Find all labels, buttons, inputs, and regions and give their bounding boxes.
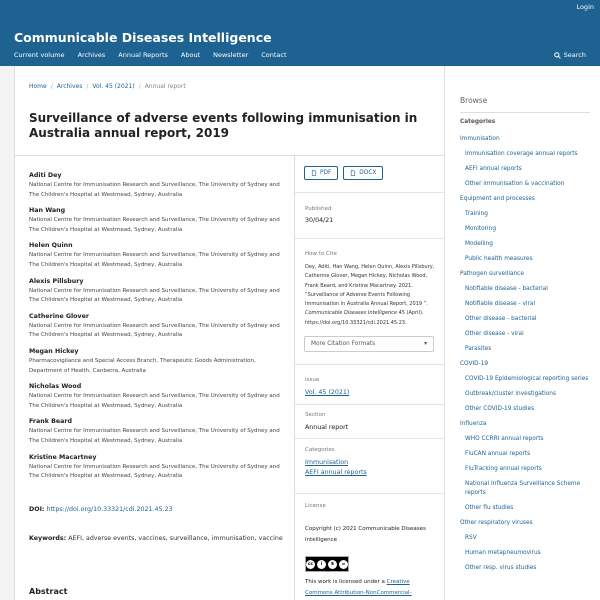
docx-label: DOCX: [359, 170, 377, 176]
author-item: [29, 242, 289, 270]
sidebar-item-training[interactable]: Training: [465, 210, 488, 217]
site-title[interactable]: Communicable Diseases Intelligence: [14, 30, 272, 45]
sidebar-item-covid-epi-series[interactable]: COVID-19 Epidemiological reporting series: [465, 375, 589, 382]
sidebar-item-flutracking[interactable]: FluTracking annual reports: [465, 465, 542, 472]
nav-annual-reports[interactable]: Annual Reports: [118, 51, 168, 59]
search-icon: [554, 52, 561, 59]
license-sentence: This work is licensed under a: [305, 579, 385, 585]
author-name: Megan Hickey: [29, 347, 79, 355]
details-divider: [295, 192, 445, 193]
by-icon: i: [317, 560, 326, 569]
citation-formats-dropdown[interactable]: [304, 336, 434, 352]
sidebar-item-hmpv[interactable]: Human metapneumovirus: [465, 550, 541, 557]
breadcrumb-separator: /: [50, 83, 53, 90]
search-label: Search: [563, 51, 586, 59]
published-date: 30/04/21: [305, 217, 334, 224]
author-list: [29, 172, 289, 489]
details-divider: [295, 404, 445, 405]
cite-label: How to Cite: [305, 251, 337, 257]
nav-archives[interactable]: Archives: [77, 51, 106, 59]
sidebar-item-other-respiratory[interactable]: Other respiratory viruses: [460, 520, 533, 527]
abstract-heading: Abstract: [29, 587, 68, 596]
keywords-label: Keywords:: [29, 535, 67, 542]
sidebar-item-aefi-reports[interactable]: AEFI annual reports: [465, 165, 522, 172]
sidebar: [446, 66, 600, 600]
author-affiliation: Pharmacovigilance and Special Access Branch, Therapeutic Goods Administration, Department of Health, Canberra, Australia: [29, 357, 256, 374]
author-name: Han Wang: [29, 207, 66, 215]
sidebar-item-equipment-processes[interactable]: Equipment and processes: [460, 195, 535, 202]
article-title: Surveillance of adverse events following immunisation in Australia annual report, 2019: [29, 111, 418, 140]
sidebar-item-notifiable-viral[interactable]: Notifiable disease - viral: [465, 300, 536, 307]
author-item: [29, 418, 289, 446]
author-affiliation: National Centre for Immunisation Research and Surveillance, The University of Sydney and The Children's Hospital at Westmead, Sydney, Australia: [29, 217, 280, 233]
author-item: [29, 348, 289, 376]
author-affiliation: National Centre for Immunisation Research and Surveillance, The University of Sydney and The Children's Hospital at Westmead, Sydney, Australia: [29, 463, 280, 480]
author-item: [29, 172, 289, 200]
chevron-down-icon: ▾: [424, 341, 427, 347]
citation-body: Dey, Aditi, Han Wang, Helen Quinn, Alexis Pillsbury, Catherine Glover, Megan Hickey, Nicholas Wood, Frank Beard, and Kristine Macartney. 2021. “Surveillance of Adverse Events Following Immunisation in Australia Annual Report, 2019 ”.: [305, 264, 435, 308]
breadcrumb: [29, 83, 186, 90]
category-link-immunisation[interactable]: Immunisation: [305, 459, 349, 466]
search-link[interactable]: [554, 51, 586, 59]
author-name: Alexis Pillsbury: [29, 277, 84, 285]
sidebar-item-covid19[interactable]: COVID-19: [460, 360, 489, 367]
sidebar-item-who-ccrri[interactable]: WHO CCRRI annual reports: [465, 435, 544, 442]
breadcrumb-archives[interactable]: Archives: [56, 83, 83, 90]
breadcrumb-issue[interactable]: Vol. 45 (2021): [92, 83, 135, 90]
author-affiliation: National Centre for Immunisation Research and Surveillance, The University of Sydney and The Children's Hospital at Westmead, Sydney, Australia: [29, 322, 280, 339]
sidebar-item-flucan[interactable]: FluCAN annual reports: [465, 450, 531, 457]
details-divider: [295, 438, 445, 439]
sidebar-item-influenza[interactable]: Influenza: [460, 420, 487, 427]
doi-row: [29, 506, 173, 513]
cc-license-badge[interactable]: [305, 556, 349, 572]
breadcrumb-separator: /: [86, 83, 89, 90]
author-affiliation: National Centre for Immunisation Research and Surveillance, The University of Sydney and The Children's Hospital at Westmead, Sydney, Australia: [29, 393, 280, 409]
breadcrumb-current: Annual report: [144, 83, 186, 90]
license-copyright: Copyright (c) 2021 Communicable Diseases Intelligence: [305, 526, 426, 543]
author-name: Frank Beard: [29, 418, 73, 426]
page-content: [14, 66, 600, 600]
published-label: Published: [305, 206, 332, 212]
nav-about[interactable]: About: [180, 51, 201, 59]
issue-link[interactable]: Vol. 45 (2021): [305, 389, 350, 396]
sidebar-item-other-immunisation[interactable]: Other immunisation & vaccination: [465, 180, 565, 187]
main-nav: [14, 51, 287, 59]
sidebar-item-other-covid[interactable]: Other COVID-19 studies: [465, 405, 535, 412]
docx-button[interactable]: [343, 166, 383, 180]
title-divider: [15, 155, 445, 156]
sidebar-item-rsv[interactable]: RSV: [465, 535, 477, 542]
author-item: [29, 454, 289, 482]
browse-heading: Browse: [460, 96, 488, 105]
author-name: Aditi Dey: [29, 172, 62, 179]
breadcrumb-home[interactable]: Home: [29, 83, 47, 90]
sidebar-item-public-health[interactable]: Public health measures: [465, 255, 533, 262]
categories-label: Categories: [305, 447, 335, 453]
sidebar-item-other-viral[interactable]: Other disease - viral: [465, 330, 524, 337]
sidebar-divider: [460, 112, 590, 113]
nav-current-volume[interactable]: Current volume: [14, 51, 65, 59]
pdf-label: PDF: [320, 170, 332, 176]
article-main: [15, 66, 445, 600]
sidebar-item-notifiable-bacterial[interactable]: Notifiable disease - bacterial: [465, 285, 548, 292]
author-name: Kristine Macartney: [29, 453, 97, 461]
category-link-aefi[interactable]: AEFI annual reports: [305, 469, 367, 476]
pdf-button[interactable]: [304, 166, 338, 180]
sidebar-item-outbreak-investigations[interactable]: Outbreak/cluster investigations: [465, 390, 556, 397]
document-icon: [350, 170, 356, 176]
sidebar-item-parasites[interactable]: Parasites: [465, 345, 492, 352]
doi-label: DOI:: [29, 506, 45, 513]
section-label: Section: [305, 412, 326, 418]
details-divider: [295, 364, 445, 365]
citation-text: [305, 263, 435, 328]
author-item: [29, 383, 289, 411]
nd-icon: =: [339, 560, 348, 569]
breadcrumb-separator: /: [138, 83, 141, 90]
citation-journal: Communicable Diseases Intelligence: [305, 310, 398, 317]
sidebar-item-other-resp[interactable]: Other resp. virus studies: [465, 565, 537, 572]
doi-link[interactable]: https://doi.org/10.33321/cdi.2021.45.23: [46, 506, 173, 513]
cc-icon: cc: [307, 561, 314, 567]
sidebar-item-monitoring[interactable]: Monitoring: [465, 225, 496, 232]
sidebar-item-niss-reports[interactable]: National Influenza Surveillance Scheme reports: [465, 480, 581, 497]
login-link[interactable]: Login: [576, 3, 594, 11]
author-name: Helen Quinn: [29, 242, 73, 250]
sidebar-item-modelling[interactable]: Modelling: [465, 240, 493, 247]
citation-formats-label: More Citation Formats: [311, 341, 376, 347]
author-affiliation: National Centre for Immunisation Research and Surveillance, The University of Sydney and The Children's Hospital at Westmead, Sydney, Australia: [29, 182, 280, 198]
sidebar-item-other-flu[interactable]: Other flu studies: [465, 505, 514, 512]
nc-icon: $: [328, 560, 337, 569]
citation-rest: 45 (April). https://doi.org/10.33321/cdi.2021.45.23.: [305, 310, 424, 326]
license-label: License: [305, 503, 326, 509]
keywords-value: AEFI, adverse events, vaccines, surveillance, immunisation, vaccine: [68, 535, 283, 542]
details-divider: [295, 493, 445, 494]
author-item: [29, 207, 289, 235]
column-divider: [294, 156, 295, 600]
document-icon: [311, 170, 317, 176]
galley-links: [304, 166, 383, 180]
author-name: Catherine Glover: [29, 312, 89, 320]
category-list: [460, 135, 595, 579]
sidebar-item-pathogen-surveillance[interactable]: Pathogen surveillance: [460, 270, 524, 277]
nav-newsletter[interactable]: Newsletter: [213, 51, 249, 59]
author-name: Nicholas Wood: [29, 383, 82, 391]
author-affiliation: National Centre for Immunisation Research and Surveillance, The University of Sydney and The Children's Hospital at Westmead, Sydney, Australia: [29, 252, 280, 268]
section-value: Annual report: [305, 424, 349, 431]
author-item: [29, 313, 289, 341]
license-link[interactable]: Creative Commons Attribution-NonCommercial-: [305, 579, 412, 596]
nav-contact[interactable]: Contact: [261, 51, 287, 59]
site-header: [0, 0, 600, 66]
details-divider: [295, 238, 445, 239]
sidebar-item-other-bacterial[interactable]: Other disease - bacterial: [465, 315, 537, 322]
license-text: [305, 577, 435, 599]
author-item: [29, 278, 289, 306]
categories-heading: Categories: [460, 119, 496, 125]
issue-label: Issue: [305, 377, 320, 383]
author-affiliation: National Centre for Immunisation Research and Surveillance, The University of Sydney and The Children's Hospital at Westmead, Sydney, Australia: [29, 428, 280, 444]
sidebar-item-immunisation[interactable]: Immunisation: [460, 136, 500, 142]
sidebar-item-immunisation-coverage[interactable]: Immunisation coverage annual reports: [465, 150, 578, 157]
keywords-row: [29, 533, 289, 545]
author-affiliation: National Centre for Immunisation Research and Surveillance, The University of Sydney and The Children's Hospital at Westmead, Sydney, Australia: [29, 287, 280, 304]
